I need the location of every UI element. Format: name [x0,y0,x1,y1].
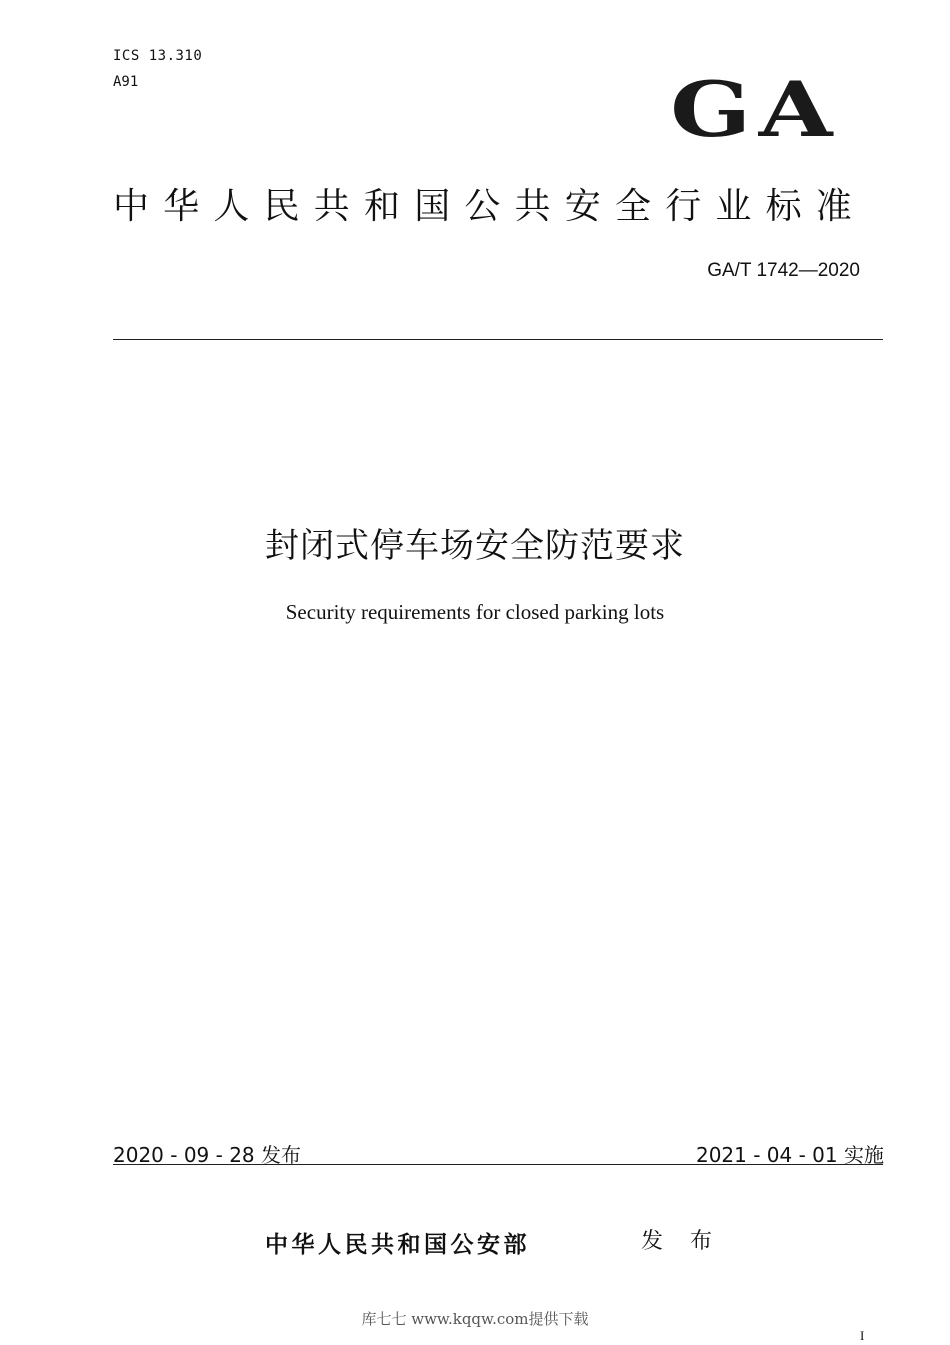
standard-number: GA/T 1742—2020 [707,260,860,281]
title-english: Security requirements for closed parking lots [285,600,665,624]
title-chinese: 封闭式停车场安全防范要求 [265,526,685,566]
page-number: I [860,1328,865,1343]
publish-label: 发 布 [641,1229,722,1254]
ga-logo: GA [670,65,840,154]
download-watermark: 库七七 www.kqqw.com提供下载 [361,1310,589,1328]
publish-date: 2020 - 09 - 28 发布 [113,1143,302,1167]
standard-issuer-heading: 中华人民共和国公共安全行业标准 [113,186,867,227]
effective-date: 2021 - 04 - 01 实施 [695,1143,884,1167]
ics-code: ICS 13.310 [113,48,203,64]
publisher-name: 中华人民共和国公安部 [265,1232,530,1258]
bottom-divider [113,1164,883,1165]
top-divider [113,339,883,340]
classification-code: A91 [113,74,139,90]
